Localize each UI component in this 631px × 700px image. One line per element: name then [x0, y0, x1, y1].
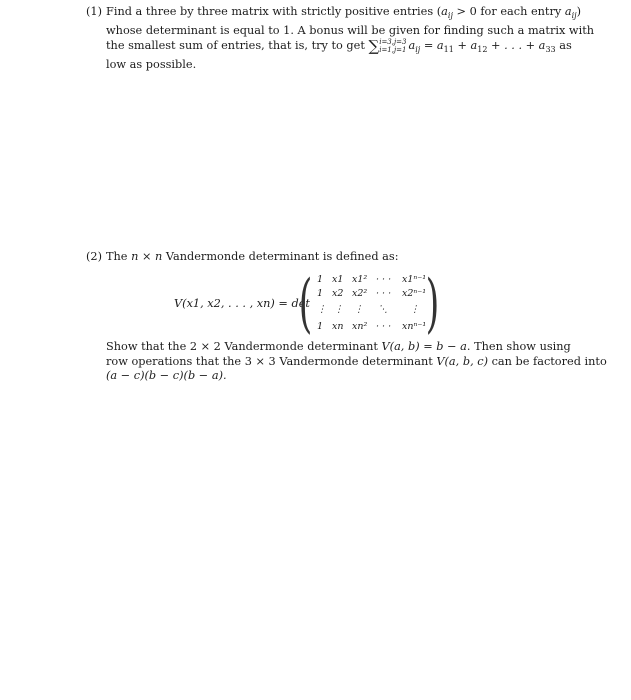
sum-upper-limit: i=3,j=3 — [379, 38, 407, 46]
matrix-entry: ⋮ — [354, 304, 364, 315]
matrix-entry: xn² — [352, 321, 368, 332]
text-run: Show that the 2 × 2 Vandermonde determinant — [106, 340, 382, 353]
matrix-entry: x1ⁿ⁻¹ — [402, 274, 427, 285]
matrix-entry: x2² — [352, 288, 368, 299]
text-run: can be factored into — [488, 354, 607, 368]
problem-1-line-4: low as possible. — [106, 57, 197, 71]
text-run: as — [555, 39, 572, 52]
problem-1-line-1 — [106, 5, 582, 24]
text-run: Vandermonde determinant is defined as: — [162, 250, 399, 263]
matrix-entry: · · · — [376, 274, 392, 285]
math-a: a — [408, 39, 416, 52]
sum-limits — [379, 38, 406, 54]
math-text: V(a, b) = b − a — [381, 340, 467, 353]
matrix-entry: x2ⁿ⁻¹ — [402, 288, 427, 299]
matrix-entry: ⋮ — [410, 304, 420, 315]
matrix-entry: · · · — [376, 321, 392, 332]
problem-2-line-2 — [106, 354, 607, 370]
matrix-entry: x1 — [332, 274, 344, 285]
matrix-entry: · · · — [376, 288, 392, 299]
matrix-entry: 1 — [317, 321, 324, 332]
math-text: + . . . + a — [487, 39, 546, 52]
problem-2-line-1 — [106, 340, 571, 355]
math-text: + a — [453, 39, 478, 52]
math-text: n × n — [131, 250, 163, 263]
matrix-entry: 1 — [317, 288, 324, 299]
matrix-entry: ⋱ — [378, 304, 388, 315]
math-text: V(a, b, c) — [436, 354, 488, 368]
problem-2-intro — [106, 250, 560, 265]
problem-2-question — [106, 340, 607, 384]
problem-2 — [86, 250, 607, 410]
matrix-entry: 1 — [317, 274, 324, 285]
problem-1-text — [106, 5, 595, 72]
matrix-entry: x1² — [352, 274, 368, 285]
math-a: a — [441, 5, 448, 18]
problem-2-number: (2) — [86, 250, 103, 263]
text-run: The — [106, 250, 132, 263]
matrix-entry: ⋮ — [334, 304, 344, 315]
math-text: = a — [420, 39, 444, 52]
sum-lower-limit: i=1,j=1 — [379, 46, 407, 54]
problem-2-line-3: (a − c)(b − c)(b − a). — [106, 369, 227, 382]
right-paren: ) — [425, 267, 440, 341]
vandermonde-lhs: V(x1, x2, . . . , xn) = det — [174, 297, 310, 310]
text-run: ) — [576, 5, 582, 18]
math-subscript: 12 — [477, 45, 488, 54]
math-subscript: ij — [571, 11, 577, 20]
math-a: a — [564, 5, 572, 18]
math-subscript: 11 — [443, 45, 454, 54]
matrix-entry: xn — [332, 321, 344, 332]
problem-1-number: (1) — [86, 5, 103, 18]
sum-symbol: ∑ — [368, 37, 380, 55]
left-paren: ( — [298, 267, 313, 341]
matrix-entry: x2 — [332, 288, 344, 299]
text-run: . Then show using — [466, 340, 571, 353]
matrix-entry: ⋮ — [317, 304, 327, 315]
math-subscript: 33 — [545, 45, 556, 54]
text-run: the smallest sum of entries, that is, try to get — [106, 39, 369, 52]
math-subscript: ij — [415, 45, 421, 54]
problem-1-line-3 — [106, 37, 572, 58]
problem-1 — [86, 5, 595, 72]
text-run: > 0 for each entry — [452, 5, 565, 18]
text-run: row operations that the 3 × 3 Vandermonde determinant — [106, 354, 437, 368]
problem-1-line-2: whose determinant is equal to 1. A bonus will be given for finding such a matrix with — [106, 23, 595, 37]
matrix-entry: xnⁿ⁻¹ — [402, 321, 427, 332]
text-run: Find a three by three matrix with strictly positive entries ( — [106, 5, 442, 18]
math-subscript: ij — [447, 11, 453, 20]
